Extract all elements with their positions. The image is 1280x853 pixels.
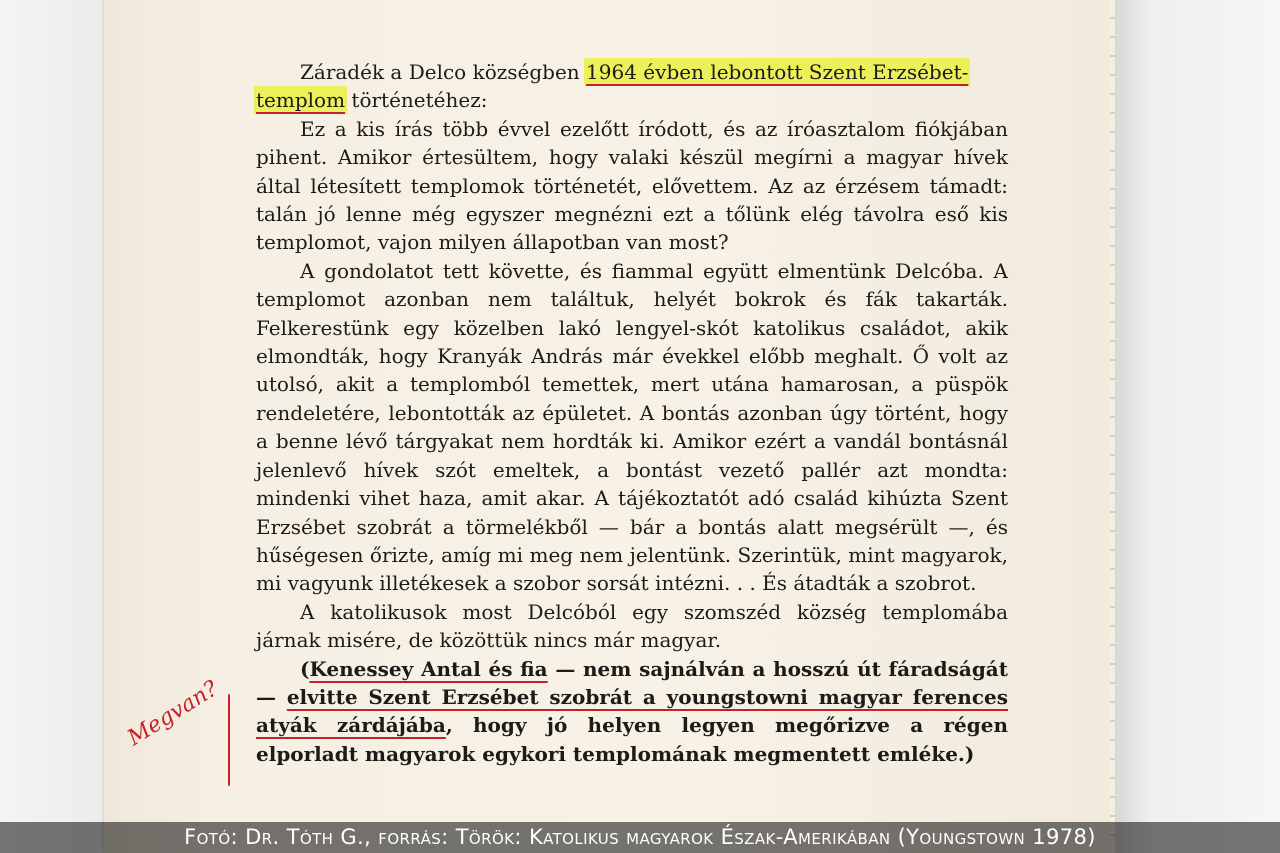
underlined-phrase: elvitte Szent Erzsébet szobrát a youngstowni magyar ferences atyák zárdájába [256,684,1008,738]
paragraph-2: A gondolatot tett követte, és fiammal együtt elmentünk Delcóba. A templomot azonban nem találtuk, helyét bokrok és fák takarták. Felkerestünk egy közelben lakó lengyel-skót katolikus családot, akik elmondták, hogy Kranyák András már évekkel előbb meghalt. Ő volt az utolsó, akit a templomból temettek, mert utána hamarosan, a püspök rendeletére, lebontották az épületet. A bontás azonban úgy történt, hogy a benne lévő tárgyakat nem hordták ki. Amikor ezért a vandál bontásnál jelenlevő hívek szót emeltek, a bontást vezető pallér azt mondta: mindenki vihet haza, amit akar. A tájékoztatót adó család kihúzta Szent Erzsébet szobrát a törmelékből — bár a bontás alatt megsérült —, és hűségesen őrizte, amíg mi meg nem jelentünk. Szerintük, mint magyarok, mi vagyunk illetékesek a szobor sorsát intézni. . . És átadták a szobrot. [256,258,1008,596]
background-right [1115,0,1280,853]
paragraph-4-tail: , hogy jó helyen legyen megőrizve a régen elporladt magyarok egykori templomának megmentett emléke.) [256,713,1008,766]
paragraph-4-mid: — nem sajnálván a hosszú út fáradságát — [256,656,1008,709]
margin-mark-line [228,694,230,786]
paren-open: ( [300,656,310,681]
page-text [256,58,1008,768]
paragraph-heading [256,58,1008,115]
paragraph-1: Ez a kis írás több évvel ezelőtt íródott, és az íróasztalom fiókjában pihent. Amikor értesültem, hogy valaki készül megírni a magyar hívek által létesített templomok történetét, elővettem. Az az érzésem támadt: talán jó lenne még egyszer megnézni ezt a tőlünk elég távolra eső kis templomot, vajon milyen állapotban van most? [256,116,1008,255]
background-left [0,0,110,853]
heading-tail: történetéhez: [345,88,488,113]
highlighted-title: 1964 évben lebontott Szent Erzsébet- [586,60,969,84]
paragraph-4 [256,655,1008,769]
handwritten-note: Megvan? [123,676,223,752]
heading-text: Záradék a Delco községben [300,60,587,84]
paragraph-3: A katolikusok most Delcóból egy szomszéd község templomába járnak misére, de közöttük nincs már magyar. [256,599,1008,653]
underlined-name: Kenessey Antal és fia [309,656,548,681]
photo-caption: Fotó: Dr. Tóth G., forrás: Török: Katolikus magyarok Észak-Amerikában (Youngstown 1978) [0,822,1280,853]
highlighted-word: templom [256,88,346,113]
